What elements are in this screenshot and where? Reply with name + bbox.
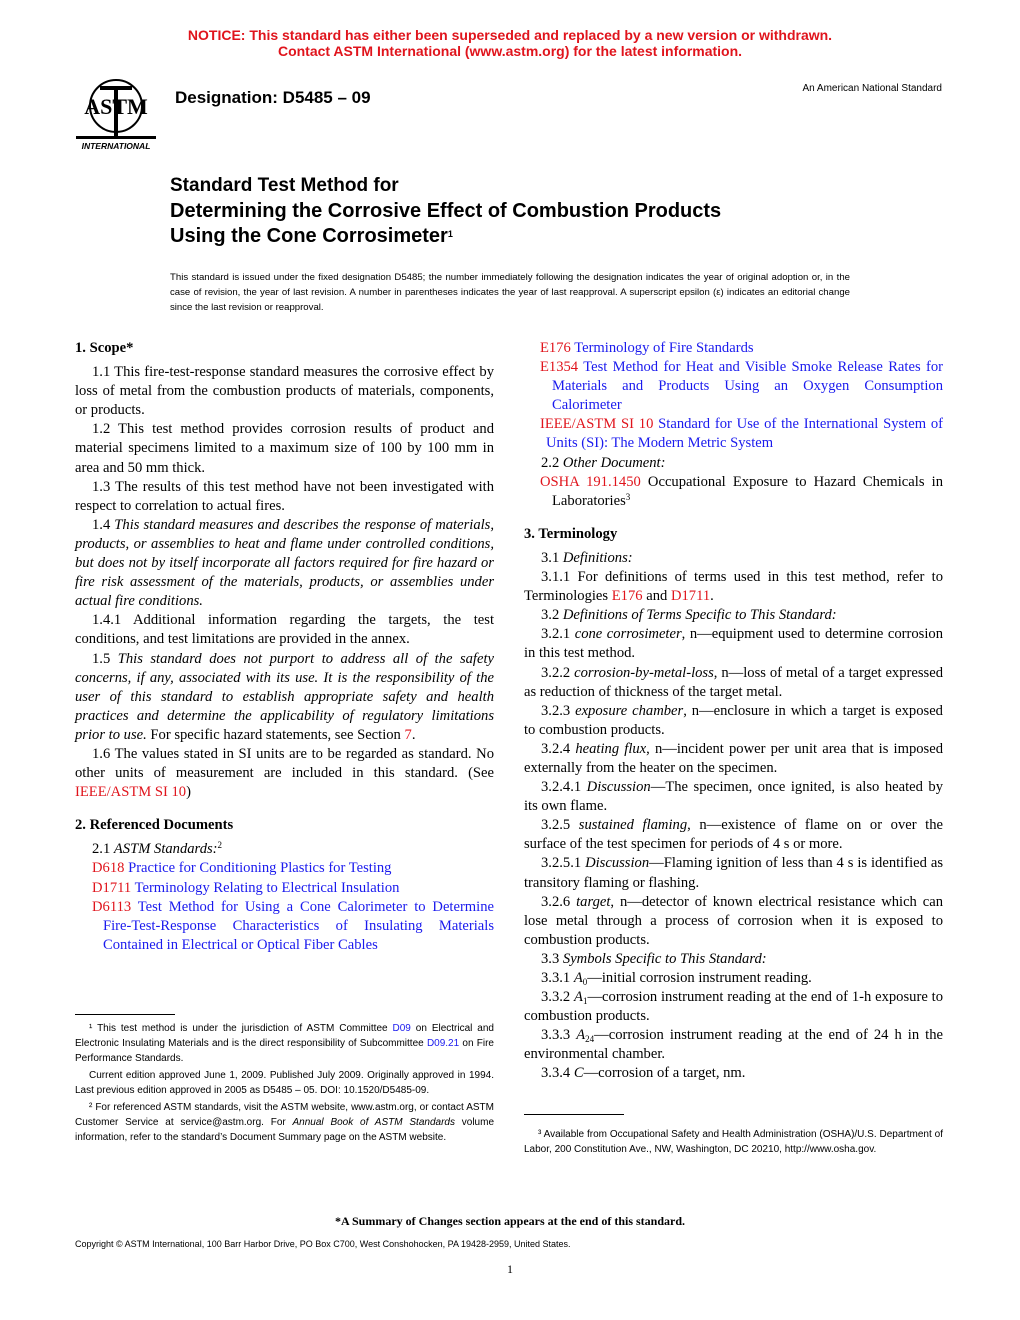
para-3-1-1: 3.1.1 For definitions of terms used in this test method, refer to Terminologies E176 and D1711.	[524, 569, 943, 605]
summary-of-changes-note: *A Summary of Changes section appears at the end of this standard.	[334, 1214, 686, 1228]
sym-3-3-3: 3.3.3 $A_{24}—corrosion$ instrument reading at the end of 24 h in the environmental chamber.	[524, 1027, 943, 1063]
title-line-3: Using the Cone Corrosimeter$^1$	[170, 225, 453, 247]
sym-3-3-2: 3.3.2 $A_1—corrosion$ instrument reading at the end of 1-h exposure to combustion products.	[524, 989, 943, 1025]
def-3-2-4-1: 3.2.4.1 Discussion—The specimen, once ignited, is also heated by its own flame.	[524, 779, 944, 815]
para-3-3: 3.3 Symbols Specific to This Standard:	[541, 950, 767, 967]
left-column	[75, 339, 494, 955]
right-column	[524, 339, 943, 1084]
notice-line-1: NOTICE: This standard has either been superseded and replaced by a new version or withdrawn.	[187, 27, 833, 43]
footnote-3: ³ Available from Occupational Safety and Health Administration (OSHA)/U.S. Department of Labor, 200 Constitution Ave., NW, Washington, DC 20210, http://www.osha.gov.	[524, 1129, 943, 1155]
notice-line-2: Contact ASTM International (www.astm.org) for the latest information.	[277, 43, 743, 59]
svg-text:ASTM: ASTM	[84, 94, 148, 119]
para-1-3: 1.3 The results of this test method have not been investigated with respect to correlation to actual fires.	[75, 478, 494, 514]
astm-logo	[70, 76, 162, 152]
para-1-5: 1.5 This standard does not purport to address all of the safety concerns, if any, associated with its use. It is the responsibility of the user of this standard to establish appropriate safety and health practices and determine the applicability of regulatory limitations prior to use. For specific hazard statements, see Section 7.	[75, 650, 494, 743]
footnote-2: ² For referenced ASTM standards, visit the ASTM website, www.astm.org, or contact ASTM Customer Service at service@astm.org. For Annual Book of ASTM Standards volume information, refer to the standard’s Document Summary page on the ASTM website.	[75, 1102, 494, 1143]
ref-d6113[interactable]: D6113 Test Method for Using a Cone Calorimeter to Determine Fire-Test-Response Characteristics of Insulating Materials Contained in Electrical or Optical Fiber Cables	[92, 898, 494, 953]
para-1-4: 1.4 This standard measures and describes the response of materials, products, or assemblies to heat and flame under controlled conditions, but does not by itself incorporate all factors required for fire hazard or fire risk assessment of the materials, products, or assemblies under actual fire conditions.	[75, 516, 494, 610]
para-2-1: 2.1 ASTM Standards:$^2$	[92, 840, 223, 858]
page-number: 1	[507, 1262, 513, 1276]
ref-d1711[interactable]: D1711 Terminology Relating to Electrical Insulation	[92, 879, 400, 896]
section-scope-heading: 1. Scope*	[75, 340, 134, 356]
ref-e1354[interactable]: E1354 Test Method for Heat and Visible Smoke Release Rates for Materials and Products Using an Oxygen Consumption Calorimeter	[540, 359, 943, 414]
para-1-4-1: 1.4.1 Additional information regarding the targets, the test conditions, and test limitations are provided in the annex.	[75, 612, 494, 648]
ieee-si10-link[interactable]: IEEE/ASTM SI 10	[75, 784, 187, 801]
ref-ieee-si10[interactable]: IEEE/ASTM SI 10 Standard for Use of the International System of Units (SI): The Modern Metric System	[540, 416, 944, 452]
footnotes-left	[75, 1021, 494, 1145]
def-3-2-6: 3.2.6 target, n—detector of known electrical resistance which can lose metal through a process of corrosion when it is exposed to combustion products.	[524, 893, 944, 948]
title-main	[170, 199, 930, 249]
para-1-2: 1.2 This test method provides corrosion results of product and material specimens limited to a maximum size of 100 by 100 mm in area and 50 mm thick.	[75, 421, 494, 476]
designation: Designation: D5485 – 09	[175, 88, 371, 107]
american-national-standard: An American National Standard	[802, 83, 942, 94]
copyright: Copyright © ASTM International, 100 Barr Harbor Drive, PO Box C700, West Conshohocken, PA 19428-2959, United States.	[75, 1239, 571, 1249]
svg-text:INTERNATIONAL: INTERNATIONAL	[81, 141, 151, 151]
footnote-rule-left	[75, 1014, 175, 1015]
para-2-2: 2.2 Other Document:	[541, 454, 666, 471]
sym-3-3-4: 3.3.4 C—corrosion of a target, nm.	[541, 1065, 746, 1082]
def-3-2-5: 3.2.5 sustained flaming, n—existence of flame on or over the surface of the test specimen for periods of 4 s or more.	[524, 817, 944, 853]
def-3-2-4: 3.2.4 heating flux, n—incident power per unit area that is imposed externally from the heater on the specimen.	[524, 740, 944, 776]
def-3-2-1: 3.2.1 cone corrosimeter, n—equipment used to determine corrosion in this test method.	[524, 626, 944, 662]
footnote-1-edition: Current edition approved June 1, 2009. Published July 2009. Originally approved in 1994. Last previous edition approved in 2005 as D5485 – 05. DOI: 10.1520/D5485-09.	[75, 1070, 494, 1096]
section-refdocs-heading: 2. Referenced Documents	[75, 817, 234, 834]
para-3-1: 3.1 Definitions:	[541, 549, 633, 566]
ref-e176[interactable]: E176 Terminology of Fire Standards	[540, 340, 754, 356]
footnotes-right	[524, 1127, 943, 1157]
issued-statement: This standard is issued under the fixed designation D5485; the number immediately following the designation indicates the year of original adoption or, in the case of revision, the year of last revision. A number in parentheses indicates the year of last reapproval. A superscript epsilon (ε) indicates an editorial change since the last revision or reapproval.	[170, 272, 850, 313]
footnote-rule-right	[524, 1114, 624, 1115]
para-3-2: 3.2 Definitions of Terms Specific to This Standard:	[541, 607, 837, 624]
ref-osha[interactable]: OSHA 191.1450 Occupational Exposure to Hazard Chemicals in Laboratories$^3$	[540, 473, 943, 509]
def-3-2-2: 3.2.2 corrosion-by-metal-loss, n—loss of metal of a target expressed as reduction of thickness of the target metal.	[524, 664, 943, 700]
def-3-2-3: 3.2.3 exposure chamber, n—enclosure in which a target is exposed to combustion products.	[524, 702, 943, 738]
para-1-1: 1.1 This fire-test-response standard measures the corrosive effect by loss of metal from the combustion products of materials, components, or products.	[75, 364, 494, 419]
ref-d618[interactable]: D618 Practice for Conditioning Plastics for Testing	[92, 860, 392, 877]
title-line-1: Standard Test Method for	[170, 175, 399, 196]
sym-3-3-1: 3.3.1 $A_0—initial$ corrosion instrument reading.	[541, 970, 812, 987]
footnote-1: ¹ This test method is under the jurisdiction of ASTM Committee D09 on Electrical and Electronic Insulating Materials and is the direct responsibility of Subcommittee D09.21 on Fire Performance Standards.	[75, 1023, 494, 1064]
section-terminology-heading: 3. Terminology	[524, 525, 618, 542]
title-line-2: Determining the Corrosive Effect of Combustion Products	[170, 200, 722, 222]
section-7-link[interactable]: 7	[404, 726, 412, 743]
def-3-2-5-1: 3.2.5.1 Discussion—Flaming ignition of less than 4 s is identified as transitory flaming or flashing.	[524, 855, 944, 891]
para-1-6: 1.6 The values stated in SI units are to be regarded as standard. No other units of measurement are included in this standard. (See IEEE/ASTM SI 10)	[75, 745, 494, 801]
